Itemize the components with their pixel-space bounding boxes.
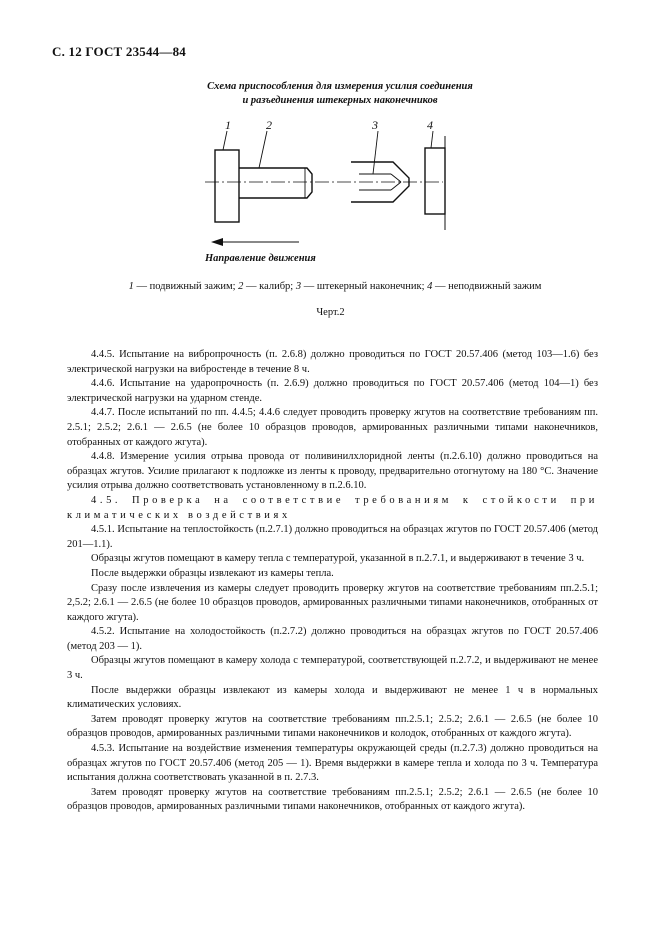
document-body [67,348,598,815]
paragraph: 4.5.1. Испытание на теплостойкость (п.2.7.1) должно проводиться на образцах жгутов по ГОСТ 20.57.406 (метод 201—1.1). [67,524,598,550]
paragraph: После выдержки образцы извлекают из камеры тепла. [91,567,334,579]
figure-caption-line-2: и разъединения штекерных наконечников [242,95,438,106]
fixed-clamp [425,148,445,214]
paragraph: 4.4.7. После испытаний по пп. 4.4.5; 4.4.6 следует проводить проверку жгутов на соответствие требованиям пп. 2.5.1; 2.5.2; 2.6.1 — 2.6.5 (не более 10 образцов проводов, армированных различными типами наконечников, отобранных от каждого жгута). [67,407,598,448]
direction-label: Направление движения [205,253,316,264]
part-label-2: 2 [266,118,272,132]
paragraph: 4.4.8. Измерение усилия отрыва провода от поливинилхлоридной ленты (п.2.6.10) должно проводиться на образцах жгутов. Усилие прилагают к подложке из ленты к проводу, предварительно отогнутому на 180 °С. Значение усилия отрыва должно соответствовать установленному в п.2.6.10. [67,451,598,492]
legend-num-3: 3 [295,281,302,292]
paragraph: Затем проводят проверку жгутов на соответствие требованиям пп.2.5.1; 2.5.2; 2.6.1 — 2.6.5 (не более 10 образцов проводов, армированных различными типами наконечников, отобранных от каждого жгута). [67,786,598,813]
paragraph: 4.4.6. Испытание на ударопрочность (п. 2.6.9) должно проводиться по ГОСТ 20.57.406 (метод 104—1) без электрической нагрузки на ударном стенде. [67,378,598,404]
paragraph: Образцы жгутов помещают в камеру холода с температурой, соответствующей п.2.7.2, и выдерживают не менее 3 ч. [67,655,598,682]
figure-legend [90,281,580,292]
paragraph: 4.5.3. Испытание на воздействие изменения температуры окружающей среды (п.2.7.3) должно проводиться на образцах жгутов по ГОСТ 20.57.406 (метод 205 — 1). Время выдержки в камере тепла и холода по 3 ч. Температура испытания должна соответствовать указанной в п. 2.7.3. [67,743,598,784]
page-header: С. 12 ГОСТ 23544—84 [52,44,186,59]
paragraph: 4.4.5. Испытание на вибропрочность (п. 2.6.8) должно проводиться по ГОСТ 20.57.406 (метод 103—1.6) без электрической нагрузки на вибростенде в течение 8 ч. [67,349,598,375]
legend-num-2: 2 [238,281,244,292]
fixture-diagram [195,116,470,268]
figure-number: Черт.2 [316,307,345,318]
legend-text-2: — калибр; [243,281,296,292]
legend-text-1: — подвижный зажим; [133,281,239,292]
legend-num-1: 1 [128,281,134,292]
paragraph: Образцы жгутов помещают в камеру тепла с температурой, указанной в п.2.7.1, и выдерживают в течение 3 ч. [91,553,585,565]
figure-caption-line-1: Схема приспособления для измерения усилия соединения [207,81,473,92]
section-heading: 4.5. Проверка на соответствие требованиям к стойкости при климатических воздействиях [67,494,598,521]
legend-text-4: — неподвижный зажим [432,281,542,292]
legend-num-4: 4 [427,281,433,292]
part-label-4: 4 [427,118,433,132]
part-label-1: 1 [225,118,231,132]
movable-clamp [215,150,239,222]
part-label-3: 3 [372,118,378,132]
paragraph: Затем проводят проверку жгутов на соответствие требованиям пп.2.5.1; 2.5.2; 2.6.1 — 2.6.5 (не более 10 образцов проводов, армированных различными типами наконечников и колодок, отобранных от каждого жгута). [67,713,598,740]
paragraph: 4.5.2. Испытание на холодостойкость (п.2.7.2) должно проводиться на образцах жгутов по ГОСТ 20.57.406 (метод 203 — 1). [67,626,598,652]
paragraph: Сразу после извлечения из камеры следует проводить проверку жгутов на соответствие требованиям пп.2.5.1; 2,5.2; 2.6.1 — 2.6.5 (не более 10 образцов проводов, армированных различными типами наконечников, отобранных от каждого жгута). [67,582,598,623]
legend-text-3: — штекерный наконечник; [301,281,428,292]
arrowhead-icon [211,238,223,246]
paragraph: После выдержки образцы извлекают из камеры холода и выдерживают не менее 1 ч в нормальных климатических условиях. [67,684,598,711]
gauge [239,168,312,198]
